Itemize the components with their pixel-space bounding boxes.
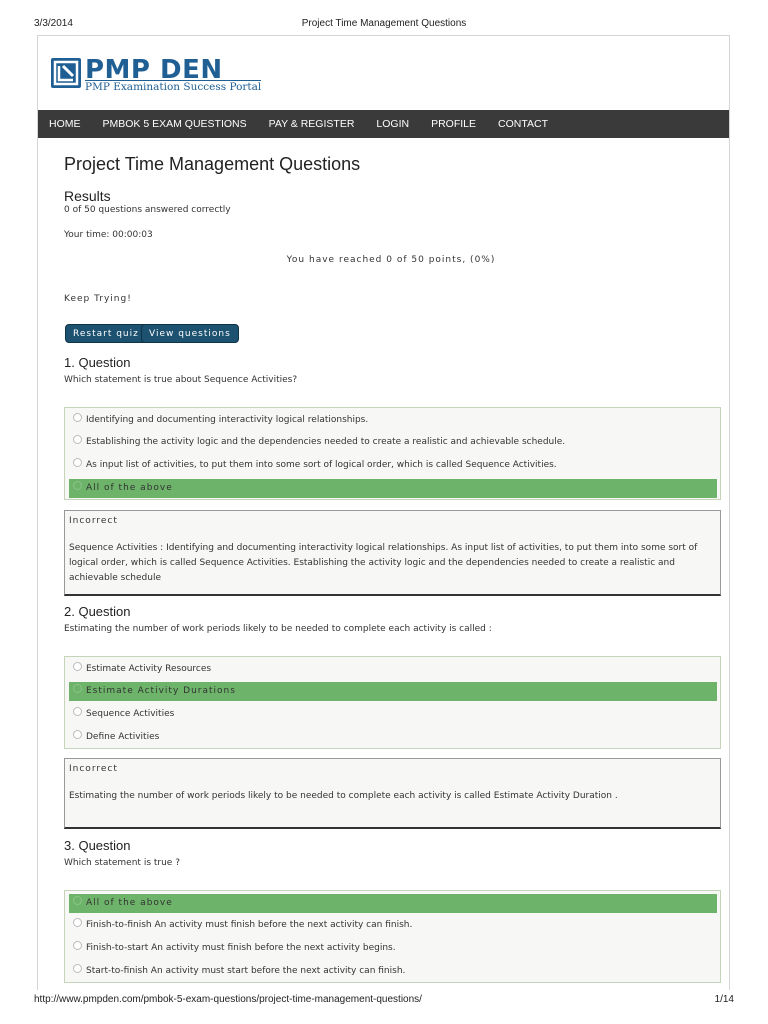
feedback-text: Sequence Activities : Identifying and documenting interactivity logical relationships. As input list of activities, to put them into some sort of logical order, which is called Sequence Activities. Establishing the activity logic and the dependencies needed to create a realistic and achievable schedule [69, 543, 698, 583]
restart-quiz-button[interactable]: Restart quiz [65, 324, 147, 343]
answer-option[interactable]: Sequence Activities [69, 705, 717, 724]
feedback-panel [64, 510, 721, 596]
print-date: 3/3/2014 [34, 18, 73, 29]
answer-list [64, 407, 721, 500]
radio-icon[interactable] [73, 662, 82, 671]
question-text: Which statement is true about Sequence Activities? [64, 375, 298, 385]
question-text: Estimating the number of work periods likely to be needed to complete each activity is called : [64, 624, 492, 634]
answer-option[interactable]: Start-to-finish An activity must start before the next activity can finish. [69, 962, 717, 981]
answer-option-selected[interactable]: Estimate Activity Durations [69, 682, 717, 701]
question-text: Which statement is true ? [64, 858, 180, 868]
feedback-title: Incorrect [69, 516, 118, 526]
correct-count: 0 of 50 questions answered correctly [64, 205, 231, 215]
feedback-panel [64, 758, 721, 829]
site-logo[interactable] [51, 55, 281, 93]
radio-icon[interactable] [73, 435, 82, 444]
brand-name: PMP DEN [85, 55, 223, 85]
answer-option-selected[interactable]: All of the above [69, 479, 717, 498]
question-title: 2. Question [64, 604, 131, 619]
result-message: Keep Trying! [64, 294, 132, 304]
radio-icon[interactable] [73, 896, 82, 905]
print-page-number: 1/14 [714, 994, 734, 1005]
answer-option[interactable]: Define Activities [69, 728, 717, 747]
main-navigation [38, 110, 730, 138]
nav-profile[interactable]: PROFILE [431, 118, 477, 130]
nav-pay-register[interactable]: PAY & REGISTER [268, 118, 355, 130]
view-questions-button[interactable]: View questions [141, 324, 239, 343]
answer-option[interactable]: As input list of activities, to put them into some sort of logical order, which is called Sequence Activities. [69, 456, 717, 475]
radio-icon[interactable] [73, 730, 82, 739]
radio-icon[interactable] [73, 707, 82, 716]
radio-icon[interactable] [73, 941, 82, 950]
radio-icon[interactable] [73, 918, 82, 927]
radio-icon[interactable] [73, 684, 82, 693]
radio-icon[interactable] [73, 413, 82, 422]
print-url: http://www.pmpden.com/pmbok-5-exam-questions/project-time-management-questions/ [34, 994, 422, 1005]
answer-option[interactable]: Finish-to-finish An activity must finish before the next activity can finish. [69, 916, 717, 935]
page-title: Project Time Management Questions [64, 154, 361, 174]
web-page [37, 35, 730, 990]
print-title: Project Time Management Questions [301, 18, 467, 29]
answer-list [64, 656, 721, 749]
nav-home[interactable]: HOME [49, 118, 81, 130]
answer-list [64, 890, 721, 983]
question-title: 3. Question [64, 838, 131, 853]
feedback-text: Estimating the number of work periods likely to be needed to complete each activity is called Estimate Activity Duration . [69, 791, 618, 801]
question-title: 1. Question [64, 355, 131, 370]
results-heading: Results [64, 188, 111, 204]
answer-option[interactable]: Establishing the activity logic and the dependencies needed to create a realistic and achievable schedule. [69, 433, 717, 452]
radio-icon[interactable] [73, 458, 82, 467]
radio-icon[interactable] [73, 964, 82, 973]
nav-login[interactable]: LOGIN [376, 118, 410, 130]
brand-tagline: PMP Examination Success Portal [85, 81, 262, 93]
nav-pmbok-5-exam-questions[interactable]: PMBOK 5 EXAM QUESTIONS [102, 118, 247, 130]
print-header [34, 18, 734, 32]
answer-option-selected[interactable]: All of the above [69, 894, 717, 913]
answer-option[interactable]: Estimate Activity Resources [69, 660, 717, 679]
print-footer [34, 994, 734, 1008]
answer-option[interactable]: Identifying and documenting interactivity logical relationships. [69, 411, 717, 430]
points-summary: You have reached 0 of 50 points, (0%) [286, 255, 496, 265]
answer-option[interactable]: Finish-to-start An activity must finish before the next activity begins. [69, 939, 717, 958]
quiz-time: Your time: 00:00:03 [64, 230, 153, 240]
nav-contact[interactable]: CONTACT [498, 118, 548, 130]
logo-mark-icon [51, 58, 81, 88]
feedback-title: Incorrect [69, 764, 118, 774]
radio-icon[interactable] [73, 481, 82, 490]
